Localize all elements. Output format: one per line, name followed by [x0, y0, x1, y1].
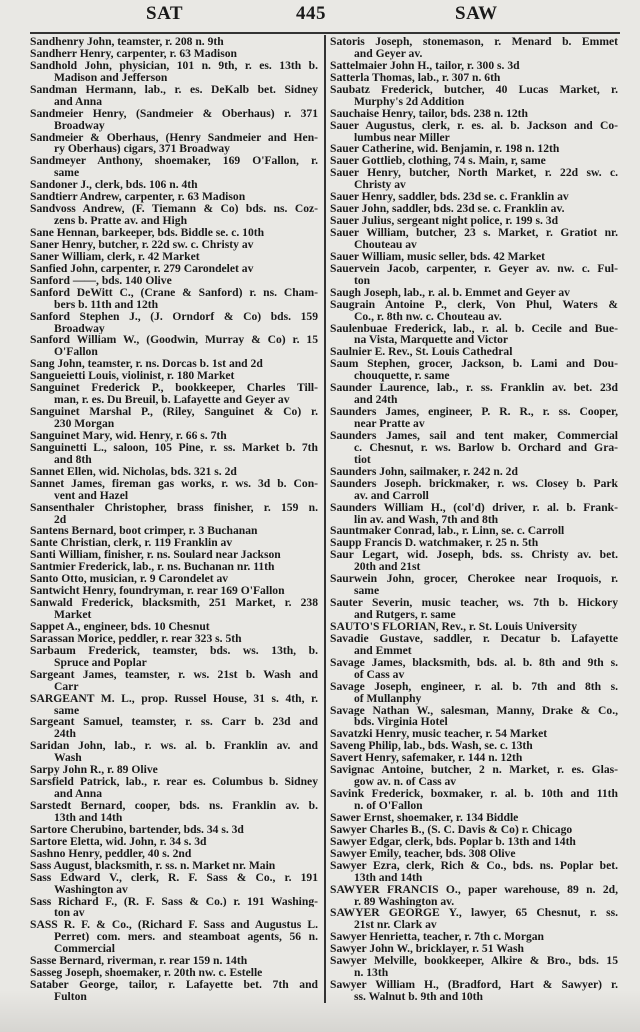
directory-entry [30, 860, 318, 872]
entry-line: Saunder Laurence, lab., r. ss. Franklin av. bet. 23d [330, 382, 618, 395]
entry-continuation-line: Perret) com. mers. and steamboat agents, 56 n. [54, 931, 318, 944]
entry-line: Sataber George, tailor, r. Lafayette bet. 7th and [30, 979, 318, 991]
directory-entry [30, 108, 318, 132]
entry-line: Savink Frederick, boxmaker, r. al. b. 10th and 11th [330, 788, 618, 800]
entry-continuation-line: 13th and 14th [354, 871, 423, 884]
entry-line: Santi William, finisher, r. ns. Soulard near Jackson [30, 549, 281, 562]
entry-continuation-line: ton [354, 274, 371, 287]
entry-line: Sandmeyer Anthony, shoemaker, 169 O'Fallon, r. [30, 155, 318, 168]
directory-entry [330, 812, 618, 824]
directory-entry [330, 597, 618, 621]
entry-line: Saunders James, sail and tent maker, Commercial [330, 429, 618, 442]
entry-continuation-line: lumbus near Miller [354, 131, 450, 144]
entry-line: Sannet Ellen, wid. Nicholas, bds. 321 s. 2d [30, 465, 237, 478]
entry-line: Sanguinet Frederick P., bookkeeper, Charles Till- [30, 382, 318, 395]
directory-entry [330, 60, 618, 72]
entry-line: Sanguinet Mary, wid. Henry, r. 66 s. 7th [30, 429, 227, 442]
entry-line: Sauter Severin, music teacher, ws. 7th b. Hickory [330, 597, 618, 609]
directory-entry [330, 884, 618, 908]
directory-entry [30, 525, 318, 537]
entry-line: Sandhold John, physician, 101 n. 9th, r. es. 13th b. [30, 59, 318, 72]
directory-entry [30, 848, 318, 860]
directory-entry [30, 179, 318, 191]
directory-entry [330, 406, 618, 430]
entry-line: Sauer Henry, saddler, bds. 23d se. c. Franklin av [330, 191, 569, 204]
entry-line: Sawyer Ezra, clerk, Rich & Co., bds. ns. Poplar bet. [330, 859, 618, 872]
directory-entry [330, 263, 618, 287]
directory-entry [330, 478, 618, 502]
directory-entry [30, 537, 318, 549]
directory-entry [30, 502, 318, 526]
directory-entry [330, 955, 618, 979]
entry-line: Saner Henry, butcher, r. 22d sw. c. Christy av [30, 238, 254, 251]
directory-entry [30, 60, 318, 84]
entry-continuation-line: and 8th [54, 453, 92, 466]
entry-line: Saulnier E. Rev., St. Louis Cathedral [330, 346, 513, 359]
entry-line: Sawer Ernst, shoemaker, r. 134 Biddle [330, 811, 519, 824]
directory-entry [330, 36, 618, 60]
entry-line: Saunders James, engineer, P. R. R., r. ss. Cooper, [330, 406, 618, 418]
directory-entry [30, 919, 318, 955]
directory-entry [30, 311, 318, 335]
directory-entry [330, 943, 618, 955]
entry-line: Sandherr Henry, carpenter, r. 63 Madison [30, 47, 237, 60]
directory-entry [30, 191, 318, 203]
directory-entry [330, 84, 618, 108]
entry-line: Sauchaise Henry, tailor, bds. 238 n. 12th [330, 107, 528, 120]
directory-entry [330, 705, 618, 729]
directory-entry [330, 537, 618, 549]
entry-line: SAWYER GEORGE Y., lawyer, 65 Chesnut, r. ss. [330, 907, 618, 920]
entry-continuation-line: Co., r. 8th nw. c. Chouteau av. [354, 310, 502, 323]
entry-continuation-line: c. Chesnut, r. ws. Barlow b. Orchard and Gra- [354, 441, 618, 454]
entry-line: Sauer Catherine, wid. Benjamin, r. 198 n. 12th [330, 143, 560, 156]
entry-continuation-line: 2d [54, 513, 67, 526]
entry-continuation-line: Broadway [54, 119, 105, 132]
directory-entry [330, 251, 618, 263]
entry-line: Sauer Julius, sergeant night police, r. 199 s. 3d [330, 215, 559, 227]
entry-line: Sauer William, music seller, bds. 42 Market [330, 250, 546, 263]
entry-continuation-line: Spruce and Poplar [54, 656, 147, 669]
entry-continuation-line: 20th and 21st [354, 561, 421, 574]
entry-continuation-line: av. and Carroll [354, 489, 429, 502]
directory-entry [30, 275, 318, 287]
entry-line: Satoris Joseph, stonemason, r. Menard b. Emmet [330, 36, 618, 48]
entry-continuation-line: man, r. es. Du Breuil, b. Lafayette and Geyer av [54, 394, 290, 407]
directory-entry [330, 931, 618, 943]
entry-continuation-line: n. 13th [354, 967, 389, 980]
directory-entry [30, 203, 318, 227]
entry-line: Saubatz Frederick, butcher, 40 Lucas Market, r. [330, 83, 618, 96]
entry-line: Sarsfield Patrick, lab., r. rear es. Columbus b. Sidney [30, 776, 318, 789]
entry-continuation-line: Washington av [54, 883, 128, 896]
entry-line: Santens Bernard, boot crimper, r. 3 Buchanan [30, 525, 258, 538]
directory-entry [30, 693, 318, 717]
entry-continuation-line: and Rutgers, r. same [354, 609, 456, 621]
entry-continuation-line: Wash [54, 752, 82, 765]
directory-entry [330, 382, 618, 406]
entry-line: Sargeant Samuel, teamster, r. ss. Carr b. 23d and [30, 716, 318, 729]
entry-line: Sanwald Frederick, blacksmith, 251 Market, r. 238 [30, 597, 318, 609]
entry-line: Sartore Eletta, wid. John, r. 34 s. 3d [30, 835, 207, 848]
entry-line: Sandmeier Henry, (Sandmeier & Oberhaus) r. 371 [30, 107, 318, 120]
directory-entry [30, 84, 318, 108]
entry-continuation-line: chouquette, r. same [354, 370, 450, 383]
directory-entry [30, 263, 318, 275]
entry-line: Sawyer John W., bricklayer, r. 51 Wash [330, 943, 524, 956]
entry-line: Sattelmaier John H., tailor, r. 300 s. 3d [330, 59, 520, 72]
guide-word-right: SAW [455, 3, 498, 24]
entry-line: Sauer Henry, butcher, North Market, r. 22d sw. c. [330, 167, 618, 180]
entry-continuation-line: Carr [54, 680, 79, 693]
directory-entry [30, 740, 318, 764]
directory-entry [330, 358, 618, 382]
entry-line: Savert Henry, safemaker, r. 144 n. 12th [330, 752, 523, 765]
directory-entry [30, 334, 318, 358]
directory-entry [330, 907, 618, 931]
entry-line: Sanguinetti L., saloon, 105 Pine, r. ss. Market b. 7th [30, 441, 318, 454]
entry-continuation-line: gow av. n. of Cass av [354, 776, 457, 789]
entry-continuation-line: and Anna [54, 95, 103, 108]
entry-line: Savadie Gustave, saddler, r. Decatur b. Lafayette [330, 632, 618, 645]
directory-entry [330, 681, 618, 705]
entry-line: Saulenbuae Frederick, lab., r. al. b. Cecile and Bue- [330, 322, 618, 335]
entry-continuation-line: tiot [354, 453, 371, 466]
directory-entry [30, 239, 318, 251]
directory-entry [330, 979, 618, 1003]
right-column [330, 36, 618, 1003]
entry-continuation-line: n. of O'Fallon [354, 800, 423, 812]
directory-entry [330, 120, 618, 144]
entry-continuation-line: ton av [54, 907, 85, 920]
directory-entry [330, 466, 618, 478]
guide-word-left: SAT [146, 3, 184, 24]
entry-continuation-line: Chouteau av [354, 238, 417, 251]
directory-entry [330, 287, 618, 299]
entry-line: Sartore Cherubino, bartender, bds. 34 s. 3d [30, 823, 244, 836]
directory-entry [330, 788, 618, 812]
entry-continuation-line: and Geyer av. [354, 47, 423, 60]
entry-line: Sanford ——, bds. 140 Olive [30, 274, 172, 287]
directory-entry [30, 585, 318, 597]
directory-entry [30, 382, 318, 406]
directory-entry [30, 549, 318, 561]
directory-entry [30, 132, 318, 156]
entry-line: Sandtierr Andrew, carpenter, r. 63 Madison [30, 191, 246, 204]
directory-entry [30, 597, 318, 621]
entry-line: Sass Edward V., clerk, R. F. Sass & Co., r. 191 [30, 871, 318, 884]
directory-entry [330, 167, 618, 191]
entry-line: SARGEANT M. L., prop. Russel House, 31 s. 4th, r. [30, 692, 318, 705]
entry-continuation-line: na Vista, Marquette and Victor [354, 334, 509, 347]
directory-entry [330, 860, 618, 884]
directory-entry [330, 72, 618, 84]
directory-entry [30, 478, 318, 502]
directory-entry [330, 752, 618, 764]
directory-entry [330, 728, 618, 740]
entry-line: Sang John, teamster, r. ns. Dorcas b. 1st and 2d [30, 358, 263, 371]
directory-entry [330, 764, 618, 788]
entry-line: Sanford William W., (Goodwin, Murray & Co) r. 15 [30, 334, 318, 347]
directory-entry [30, 430, 318, 442]
directory-entry [330, 502, 618, 526]
entry-line: Sawyer Charles B., (S. C. Davis & Co) r. Chicago [330, 823, 573, 836]
entry-continuation-line: same [354, 585, 380, 598]
directory-entry [330, 740, 618, 752]
directory-entry [30, 287, 318, 311]
entry-continuation-line: 21st nr. Clark av [354, 919, 437, 932]
entry-line: Savatzki Henry, music teacher, r. 54 Market [330, 728, 548, 741]
entry-line: Satterla Thomas, lab., r. 307 n. 6th [330, 71, 501, 84]
entry-line: Saur Legart, wid. Joseph, bds. ss. Christy av. bet. [330, 549, 618, 562]
directory-entry [30, 573, 318, 585]
entry-continuation-line: and 24th [354, 394, 398, 407]
entry-continuation-line: Market [54, 609, 92, 621]
header-rule [30, 32, 620, 34]
entry-line: Savage Joseph, engineer, r. al. b. 7th and 8th s. [330, 680, 618, 693]
entry-continuation-line: bds. Virginia Hotel [354, 716, 448, 729]
directory-entry [30, 669, 318, 693]
entry-continuation-line: near Pratte av [354, 418, 425, 430]
entry-line: Sansenthaler Christopher, brass finisher, r. 159 n. [30, 501, 318, 514]
entry-line: Sante Christian, clerk, r. 119 Franklin av [30, 537, 233, 550]
directory-entry [30, 561, 318, 573]
entry-continuation-line: and Anna [54, 788, 103, 800]
entry-continuation-line: 230 Morgan [54, 418, 115, 430]
entry-line: Sangueietti Louis, violinist, r. 180 Market [30, 370, 235, 383]
entry-line: Sawyer Emily, teacher, bds. 308 Olive [330, 847, 516, 860]
directory-entry [330, 203, 618, 215]
directory-entry [30, 800, 318, 824]
entry-continuation-line: Fulton [54, 991, 87, 1003]
directory-entry [30, 358, 318, 370]
entry-line: Saner William, clerk, r. 42 Market [30, 250, 200, 263]
entry-continuation-line: of Cass av [354, 668, 405, 681]
entry-continuation-line: Christy av [354, 179, 406, 192]
entry-line: Sass Richard F., (R. F. Sass & Co.) r. 191 Washing- [30, 895, 318, 908]
entry-line: Saum Stephen, grocer, Jackson, b. Lami and Dou- [330, 358, 618, 371]
directory-entry [330, 108, 618, 120]
directory-entry [330, 299, 618, 323]
entry-line: Sauer William, butcher, 23 s. Market, r. Gratiot nr. [330, 227, 618, 239]
entry-line: Sauer Gottlieb, clothing, 74 s. Main, r, same [330, 155, 546, 168]
directory-entry [330, 657, 618, 681]
entry-continuation-line: bers b. 11th and 12th [54, 298, 159, 311]
directory-entry [330, 836, 618, 848]
entry-line: Sauervein Jacob, carpenter, r. Geyer av. nw. c. Ful- [330, 262, 618, 275]
entry-line: Sashno Henry, peddler, 40 s. 2nd [30, 847, 192, 860]
directory-entry [30, 48, 318, 60]
directory-entry [330, 346, 618, 358]
directory-entry [30, 370, 318, 382]
entry-line: Saunders John, sailmaker, r. 242 n. 2d [330, 465, 518, 478]
entry-line: Sarstedt Bernard, cooper, bds. ns. Franklin av. b. [30, 800, 318, 812]
entry-line: SAWYER FRANCIS O., paper warehouse, 89 n. 2d, [330, 883, 618, 896]
directory-entry [330, 633, 618, 657]
directory-entry [30, 764, 318, 776]
directory-entry [330, 824, 618, 836]
entry-line: Sauntmaker Conrad, lab., r. Linn, se. c. Carroll [330, 525, 565, 538]
directory-entry [330, 525, 618, 537]
entry-line: Saugrain Antoine P., clerk, Von Phul, Waters & [330, 298, 618, 311]
entry-line: Sarbaum Frederick, teamster, bds. ws. 13th, b. [30, 644, 318, 657]
directory-entry [330, 430, 618, 466]
directory-entry [330, 573, 618, 597]
entry-line: Sannet James, fireman gas works, r. ws. 3d b. Con- [30, 477, 318, 490]
entry-line: Saunders Joseph. brickmaker, r. ws. Closey b. Park [330, 477, 618, 490]
entry-line: Sauer Augustus, clerk, r. es. al. b. Jackson and Co- [330, 119, 618, 132]
left-column [30, 36, 318, 1003]
entry-line: Sasseg Joseph, shoemaker, r. 20th nw. c. Estelle [30, 967, 263, 980]
directory-entry [30, 466, 318, 478]
entry-line: Sappet A., engineer, bds. 10 Chesnut [30, 620, 210, 633]
entry-line: Santmier Frederick, lab., r. ns. Buchanan nr. 11th [30, 561, 275, 574]
entry-line: Sandhenry John, teamster, r. 208 n. 9th [30, 36, 224, 48]
entry-line: Sawyer Melville, bookkeeper, Alkire & Bro., bds. 15 [330, 955, 618, 968]
entry-line: Sanford Stephen J., (J. Orndorf & Co) bds. 159 [30, 310, 318, 323]
entry-line: Sanford DeWitt C., (Crane & Sanford) r. ns. Cham- [30, 286, 318, 299]
entry-continuation-line: same [54, 167, 80, 180]
entry-line: Santo Otto, musician, r. 9 Carondelet av [30, 573, 229, 586]
directory-entry [30, 251, 318, 263]
directory-entry [30, 824, 318, 836]
directory-entry [330, 323, 618, 347]
entry-line: Sandmeier & Oberhaus, (Henry Sandmeier and Hen- [30, 131, 318, 144]
entry-line: Sasse Bernard, riverman, r. rear 159 n. 14th [30, 955, 248, 968]
entry-continuation-line: ss. Walnut b. 9th and 10th [354, 991, 483, 1003]
entry-line: Savage James, blacksmith, bds. al. b. 8th and 9th s. [330, 656, 618, 669]
entry-line: Sauer John, saddler, bds. 23d se. c. Franklin av. [330, 203, 565, 216]
entry-continuation-line: 13th and 14th [54, 811, 123, 824]
entry-line: Sarpy John R., r. 89 Olive [30, 764, 158, 777]
entry-line: Saupp Francis D. watchmaker, r. 25 n. 5th [330, 537, 539, 550]
entry-line: Savage Nathan W., salesman, Manny, Drake & Co., [330, 704, 618, 717]
entry-line: Saunders William H., (col'd) driver, r. al. b. Frank- [330, 501, 618, 514]
entry-continuation-line: Broadway [54, 322, 105, 335]
entry-line: Sane Hennan, barkeeper, bds. Biddle se. c. 10th [30, 227, 265, 239]
entry-line: Saugh Joseph, lab., r. al. b. Emmet and Geyer av [330, 286, 570, 299]
entry-continuation-line: vent and Hazel [54, 489, 129, 502]
entry-continuation-line: same [54, 704, 80, 717]
entry-continuation-line: and Emmet [354, 644, 412, 657]
entry-continuation-line: 24th [54, 728, 76, 741]
directory-entry [330, 143, 618, 155]
entry-line: Santwicht Henry, foundryman, r. rear 169 O'Fallon [30, 585, 285, 598]
entry-line: Saridan John, lab., r. ws. al. b. Franklin av. and [30, 740, 318, 753]
directory-entry [30, 645, 318, 669]
directory-entry [330, 191, 618, 203]
entry-line: Sarassan Morice, peddler, r. rear 323 s. 5th [30, 632, 242, 645]
directory-entry [330, 621, 618, 633]
directory-entry [330, 215, 618, 227]
directory-entry [30, 633, 318, 645]
directory-entry [30, 406, 318, 430]
entry-continuation-line: r. 89 Washington av. [354, 895, 455, 908]
entry-line: Sass August, blacksmith, r. ss. n. Market nr. Main [30, 859, 276, 872]
entry-line: Sawyer Henrietta, teacher, r. 7th c. Morgan [330, 931, 545, 944]
entry-line: Sawyer Edgar, clerk, bds. Poplar b. 13th and 14th [330, 835, 576, 848]
entry-continuation-line: Murphy's 2d Addition [354, 95, 465, 108]
entry-line: Sargeant James, teamster, r. ws. 21st b. Wash and [30, 668, 318, 681]
entry-continuation-line: of Mullanphy [354, 692, 422, 705]
entry-continuation-line: zens b. Pratte av. and High [54, 215, 188, 227]
entry-continuation-line: Madison and Jefferson [54, 71, 168, 84]
directory-entry [30, 776, 318, 800]
entry-line: Savignac Antoine, butcher, 2 n. Market, r. es. Glas- [330, 764, 618, 777]
directory-entry [30, 896, 318, 920]
entry-line: Sawyer William H., (Bradford, Hart & Sawyer) r. [330, 979, 618, 991]
entry-continuation-line: O'Fallon [54, 346, 98, 359]
entry-continuation-line: Commercial [54, 943, 115, 956]
entry-line: Saurwein John, grocer, Cherokee near Iroquois, r. [330, 573, 618, 586]
entry-line: Sandvoss Andrew, (F. Tiemann & Co) bds. ns. Coz- [30, 203, 318, 216]
directory-entry [330, 155, 618, 167]
entry-continuation-line: lin av. and Wash, 7th and 8th [354, 513, 499, 526]
entry-line: SAUTO'S FLORIAN, Rev., r. St. Louis University [330, 620, 578, 633]
entry-line: Sandman Hermann, lab., r. es. DeKalb bet. Sidney [30, 83, 318, 96]
entry-line: Sandoner J., clerk, bds. 106 n. 4th [30, 179, 198, 192]
entry-line: Sanfied John, carpenter, r. 279 Carondelet av [30, 262, 254, 275]
directory-entry [30, 621, 318, 633]
page-number: 445 [296, 3, 326, 24]
directory-entry [30, 36, 318, 48]
directory-entry [30, 442, 318, 466]
directory-entry [30, 836, 318, 848]
entry-line: Saveng Philip, lab., bds. Wash, se. c. 13th [330, 740, 533, 753]
entry-line: Sanguinet Marshal P., (Riley, Sanguinet & Co) r. [30, 406, 318, 418]
directory-entry [30, 979, 318, 1003]
column-divider [324, 35, 326, 1003]
directory-entry [330, 549, 618, 573]
entry-continuation-line: ry Oberhaus) cigars, 371 Broadway [54, 143, 230, 156]
directory-entry [330, 227, 618, 251]
directory-entry [330, 848, 618, 860]
directory-entry [30, 227, 318, 239]
directory-entry [30, 955, 318, 967]
entry-line: SASS R. F. & Co., (Richard F. Sass and Augustus L. [30, 919, 318, 932]
directory-entry [30, 716, 318, 740]
directory-entry [30, 155, 318, 179]
directory-entry [30, 872, 318, 896]
directory-entry [30, 967, 318, 979]
